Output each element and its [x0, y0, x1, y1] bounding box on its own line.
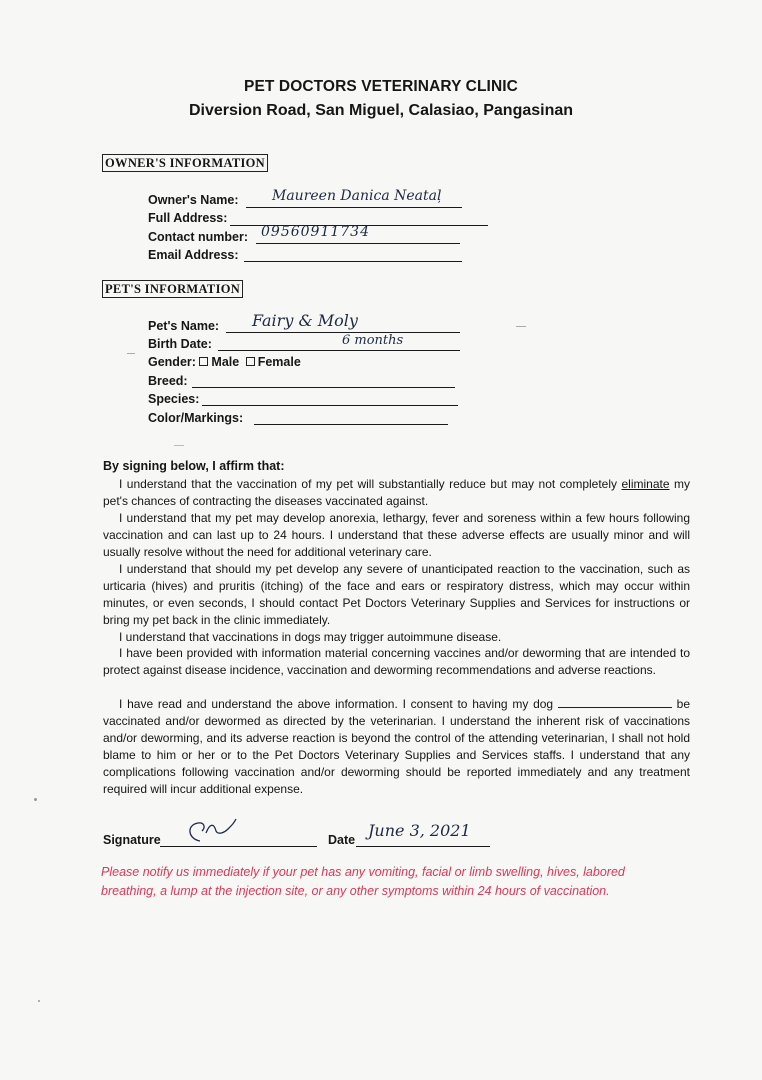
species-label: Species: [148, 392, 200, 406]
consent-p1-text-end: my pet's chances of contracting the diseases vaccinated against. [103, 477, 690, 508]
scan-speck [174, 445, 184, 446]
scan-speck [34, 798, 37, 801]
owner-name-label: Owner's Name: [148, 193, 239, 207]
dog-name-blank[interactable] [558, 697, 672, 708]
signature-scribble [180, 813, 240, 847]
consent-paragraph-4: I understand that vaccinations in dogs may trigger autoimmune disease. [119, 630, 502, 644]
color-markings-line[interactable] [254, 424, 448, 425]
email-address-line [244, 261, 462, 262]
date-value[interactable]: June 3, 2021 [368, 821, 471, 840]
clinic-address: Diversion Road, San Miguel, Calasiao, Pangasinan [188, 102, 574, 119]
notice-text: Please notify us immediately if your pet has any vomiting, facial or limb swelling, hives, labored breathing, a lump at the injection site, or any other symptoms within 24 hours of vaccination. [101, 865, 625, 898]
color-markings-label: Color/Markings: [148, 411, 244, 425]
consent-paragraph-2: I understand that my pet may develop anorexia, lethargy, fever and soreness within a few hours following vaccination and can last up to 24 hours. I understand that these adverse effects are usually minor and will usually resolve without the need for additional veterinary care. [103, 511, 690, 559]
gender-row [148, 355, 301, 369]
pet-name-value[interactable]: Fairy & Moly [252, 311, 358, 330]
full-address-label: Full Address: [148, 211, 228, 225]
consent-paragraph-3: I understand that should my pet develop any severe of unanticipated reaction to the vaccination, such as urticaria (hives) and pruritis (itching) of the face and ears or respiratory distress, which may occur within minutes, or even seconds, I should contact Pet Doctors Veterinary Supplies and Services for instructions or bring my pet back in the clinic immediately. [103, 562, 690, 627]
consent-paragraph-1 [103, 476, 690, 510]
male-checkbox[interactable] [199, 357, 208, 366]
consent-p6-text: I have read and understand the above information. I consent to having my dog [119, 697, 554, 711]
female-checkbox[interactable] [246, 357, 255, 366]
date-label: Date [328, 833, 356, 847]
birth-date-value[interactable]: 6 months [342, 333, 404, 348]
breed-line[interactable] [192, 387, 455, 388]
pet-name-label: Pet's Name: [148, 319, 220, 333]
owner-name-value[interactable]: Maureen Danica Neataļ [272, 188, 442, 204]
consent-paragraph-6 [103, 696, 690, 798]
birth-date-label: Birth Date: [148, 337, 212, 351]
consent-p6-text-end: be vaccinated and/or dewormed as directed by the veterinarian. I understand the inherent risk of vaccinations and/or deworming, and its adverse reaction is beyond the control of the attending veterinarian, I shall not hold blame to him or her or to the Pet Doctors Veterinary Supplies and Services staffs. I understand that any complications following vaccination and/or deworming should be reported immediately and any treatment required will incur additional expense. [103, 697, 690, 796]
birth-date-line [218, 350, 460, 351]
contact-number-line [256, 243, 460, 244]
clinic-name: PET DOCTORS VETERINARY CLINIC [244, 78, 518, 95]
consent-p1-underlined: eliminate [621, 477, 670, 491]
email-address-label: Email Address: [148, 248, 239, 262]
scan-speck [38, 1000, 40, 1002]
owner-section-title: OWNER'S INFORMATION [102, 154, 268, 172]
consent-p1-text: I understand that the vaccination of my pet will substantially reduce but may not completely [119, 477, 618, 491]
pet-section-title: PET'S INFORMATION [102, 280, 243, 298]
signature-label: Signature [103, 833, 161, 847]
date-line [356, 846, 490, 847]
breed-label: Breed: [148, 374, 188, 388]
female-option-label: Female [257, 355, 301, 369]
owner-name-line [246, 207, 462, 208]
affirm-heading: By signing below, I affirm that: [103, 459, 285, 473]
male-option-label: Male [211, 355, 240, 369]
species-line[interactable] [202, 405, 458, 406]
gender-label: Gender: [148, 355, 196, 369]
scan-speck [127, 353, 135, 354]
scan-speck [516, 326, 526, 327]
consent-paragraph-5: I have been provided with information material concerning vaccines and/or deworming that are intended to protect against disease incidence, vaccination and deworming recommendations and adverse reactions. [103, 646, 690, 677]
contact-number-value[interactable]: 09560911734 [261, 224, 370, 240]
contact-number-label: Contact number: [148, 230, 248, 244]
